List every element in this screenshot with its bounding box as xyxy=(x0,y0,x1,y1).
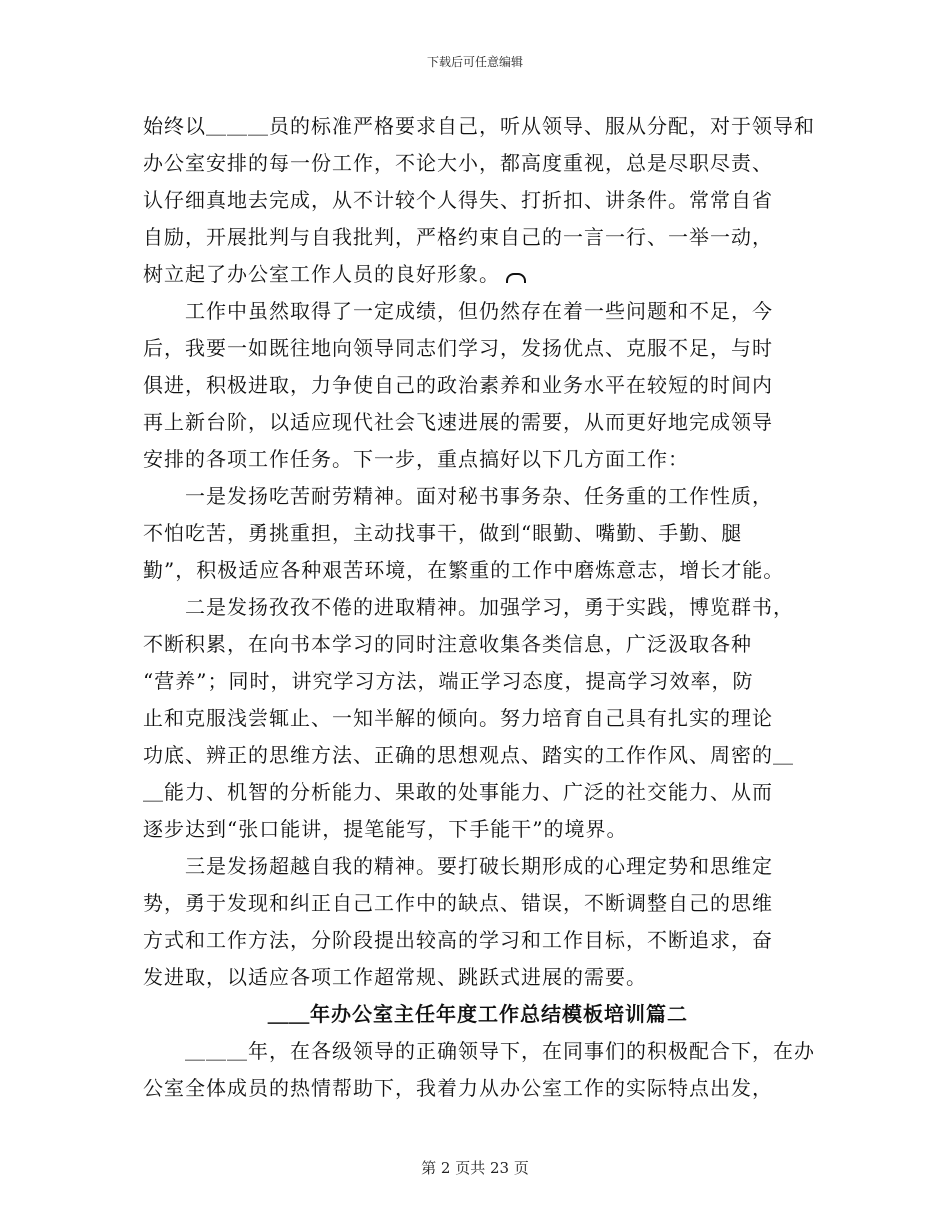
text-line: 止和克服浅尝辄止、一知半解的倾向。努力培育自己具有扎实的理论 xyxy=(143,706,773,730)
text-line: 不断积累，在向书本学习的同时注意收集各类信息，广泛汲取各种 xyxy=(143,632,752,656)
text-line: 自励，开展批判与自我批判，严格约束自己的一言一行、一举一动， xyxy=(143,225,773,249)
text-line: 公室全体成员的热情帮助下，我着力从办公室工作的实际特点出发， xyxy=(143,1076,773,1100)
paragraph-start: 工作中虽然取得了一定成绩，但仍然存在着一些问题和不足，今 xyxy=(185,299,773,323)
section-heading: ＿＿年办公室主任年度工作总结模板培训篇二 xyxy=(268,1002,688,1026)
text-line: 发进取，以适应各项工作超常规、跳跃式进展的需要。 xyxy=(143,965,647,989)
page-header: 下载后可任意编辑 xyxy=(426,55,523,69)
paragraph-start: 二是发扬孜孜不倦的进取精神。加强学习，勇于实践，博览群书， xyxy=(185,595,794,619)
paragraph-start: 三是发扬超越自我的精神。要打破长期形成的心理定势和思维定 xyxy=(185,854,773,878)
text-line: 办公室安排的每一份工作，不论大小，都高度重视，总是尽职尽责、 xyxy=(143,151,773,175)
text-line: 树立起了办公室工作人员的良好形象。 xyxy=(143,262,500,286)
edit-mark-icon xyxy=(506,273,526,283)
paragraph-start: 一是发扬吃苦耐劳精神。面对秘书事务杂、任务重的工作性质， xyxy=(185,484,773,508)
text-line: ＿能力、机智的分析能力、果敢的处事能力、广泛的社交能力、从而 xyxy=(143,780,773,804)
text-line: “营养”；同时，讲究学习方法，端正学习态度，提高学习效率，防 xyxy=(143,669,754,693)
text-line: 勤”，积极适应各种艰苦环境，在繁重的工作中磨炼意志，增长才能。 xyxy=(143,558,785,582)
document-body xyxy=(143,108,813,1107)
text-line: 不怕吃苦，勇挑重担，主动找事干，做到“眼勤、嘴勤、手勤、腿 xyxy=(143,521,743,545)
text-line: 俱进，积极进取，力争使自己的政治素养和业务水平在较短的时间内 xyxy=(143,373,773,397)
text-line-with-mark xyxy=(143,256,813,293)
text-line: 后，我要一如既往地向领导同志们学习，发扬优点、克服不足，与时 xyxy=(143,336,773,360)
text-line: 方式和工作方法，分阶段提出较高的学习和工作目标，不断追求，奋 xyxy=(143,928,773,952)
text-line: 势，勇于发现和纠正自己工作中的缺点、错误，不断调整自己的思维 xyxy=(143,891,773,915)
text-line: 认仔细真地去完成，从不计较个人得失、打折扣、讲条件。常常自省 xyxy=(143,188,773,212)
text-line: 逐步达到“张口能讲，提笔能写，下手能干”的境界。 xyxy=(143,817,628,841)
text-line: 安排的各项工作任务。下一步，重点搞好以下几方面工作： xyxy=(143,447,689,471)
paragraph-start: ＿＿＿年，在各级领导的正确领导下，在同事们的积极配合下，在办 xyxy=(185,1039,815,1063)
text-line: 功底、辨正的思维方法、正确的思想观点、踏实的工作作风、周密的＿ xyxy=(143,743,794,767)
page-footer: 第 2 页共 23 页 xyxy=(421,1159,529,1177)
text-line: 始终以＿＿＿员的标准严格要求自己，听从领导、服从分配，对于领导和 xyxy=(143,114,815,138)
text-line: 再上新台阶，以适应现代社会飞速进展的需要，从而更好地完成领导 xyxy=(143,410,773,434)
